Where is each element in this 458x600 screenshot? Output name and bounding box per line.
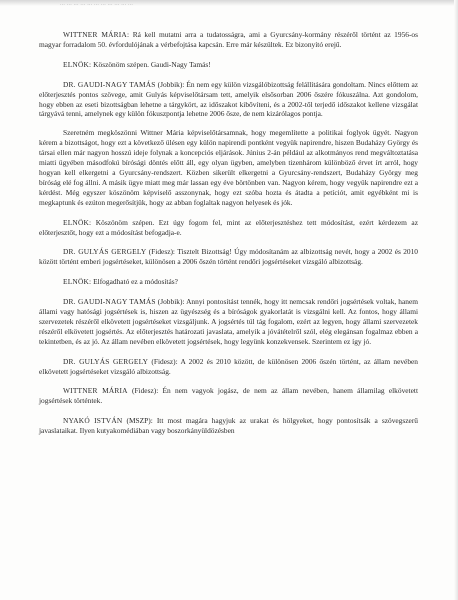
header-fragment: ... ... ... ... ... ... ... ... ... ... ... xyxy=(60,1,134,7)
paragraph xyxy=(39,416,418,436)
paragraph xyxy=(39,357,418,377)
paragraph-text: Köszönöm szépen. Gaudi-Nagy Tamás! xyxy=(93,59,211,69)
speaker-name: ELNÖK: xyxy=(63,277,92,287)
paragraph-text: Elfogadható ez a módosítás? xyxy=(93,277,178,287)
paragraph xyxy=(39,297,418,347)
paragraph-text: Köszönöm szépen. Ezt úgy fogom fel, mint az előterjesztéshez tett módosítást, ezért kérdezem az előterjesztőt, hogy ezt a módosítást befogadja-e. xyxy=(39,217,418,237)
paragraph xyxy=(39,277,418,287)
speaker-name: DR. GAUDI-NAGY TAMÁS xyxy=(63,79,156,89)
paragraph xyxy=(39,128,418,207)
speaker-name: WITTNER MÁRIA: xyxy=(63,30,130,39)
paragraph-text: Rá kell mutatni arra a tudatosságra, ami a Gyurcsány-kormány részéről történt az 1956-os magyar forradalom 50. évfordulójának a vérbefojtása kapcsán. Erre már készültek. Ez bizonyító erejű. xyxy=(39,30,418,49)
speaker-name: DR. GULYÁS GERGELY xyxy=(63,356,149,366)
speaker-name: NYAKÓ ISTVÁN xyxy=(63,416,123,426)
paragraph xyxy=(39,30,418,50)
speaker-name: ELNÖK: xyxy=(63,59,92,69)
paragraph-text: (Fidesz): Tisztelt Bizottság! Úgy módosítanám az albizottság nevét, hogy a 2002 és 2010 között történt emberi jogsértéseket, különösen a 2006 őszén történt rendőri jogsértéseket vizsgáló albizottság. xyxy=(39,247,418,267)
speaker-name: WITTNER MÁRIA xyxy=(63,386,128,396)
paragraph-text: (MSZP): Itt most magára hagyjuk az urakat és hölgyeket, hogy pontosítsák a szövegszerű javaslataikat. Ilyen kutyakomédiában vagy boszorkányüldözésben xyxy=(39,416,418,436)
paragraph-text: (Fidesz): A 2002 és 2010 között, de különösen 2006 őszén történt, az állam nevében elkövetett jogsértéseket vizsgáló albizottság. xyxy=(39,356,418,376)
paragraph-text: (Jobbik): Én nem egy külön vizsgálóbizottság felállítására gondoltam. Nincs előttem az előterjesztés pontos szövege, amit Gulyás képviselőtársam tett, amelyik elsősorban 2006 őszére fókuszálna. Azt gondolom, hogy ebben az eseti bizottságban lehetne a tárgykört, az időszakot kibővíteni, és a 2002-től terjedő időszakot kellene vizsgálat tárgyává tenni, amelynek egy külön fókuszpontja lehetne 2006 ősze, de nem kizárólagos pontja. xyxy=(39,79,419,119)
paragraph-text: (Jobbik): Annyi pontosítást tennék, hogy itt nemcsak rendőri jogsértések voltak, hanem állami vagy hatósági jogsértések is, hiszen az ügyészség és a bíróságok gyakorlatát is vizsgálni kell. Az fontos, hogy állami szervezetek részéről elkövetett jogsértéseket vizsgáljunk. A jogsértés túl tág fogalom, ezért az legyen, hogy állami szervezetek részéről elkövetett jogsértés. Az előterjesztés határozati javaslata, amelyik a jóvátételről szól, elég elegánsan fogalmaz ebben a tekintetben, és az jó. Az állam nevében elkövetett jogsértések, hogy legyünk konzekvensek. Szerintem ez így jó. xyxy=(39,297,418,346)
paragraph xyxy=(39,386,418,406)
paragraph xyxy=(39,247,418,267)
paragraph-text: (Fidesz): Én nem vagyok jogász, de nem az állam nevében, hanem államilag elkövetett jogsértések történtek. xyxy=(39,386,418,406)
paragraph xyxy=(39,218,418,238)
paragraph xyxy=(39,80,418,120)
speaker-name: DR. GULYÁS GERGELY xyxy=(63,247,147,257)
paragraph-text: Szeretném megköszönni Wittner Mária képviselőtársamnak, hogy megemlítette a politikai foglyok ügyét. Nagyon kérem a bizottságot, hogy ezt a következő ülésen egy külön napirendi pontként vegyük napirendre, hiszen Budaházy György és társai ellen már nagyon hosszú ideje folynak a koncepciós eljárások. Június 2-án például az alkotmányos rend megváltoztatása miatti ügyében másodfokú bírósági döntés előtt áll, egy olyan ügyben, amelyben tizenhárom különböző érvet írt arról, hogy hogyan kell elkergetni a Gyurcsány-rendszert. Közben sikerült elkergetni a Gyurcsány-rendszert, Budaházy György meg bíróság elé fog állni. A másik ügye miatt meg már lassan egy éve börtönben van. Nagyon kérem, hogy vegyük napirendre ezt a kérdést. Még egyszer köszönöm képviselő asszonynak, hogy ezt szóba hozta és átadta a petíciót, amit egyébként mi is megkaptunk és ezúton megerősítjük, hogy az abban foglaltak nagyon helyesek és jók. xyxy=(39,128,418,207)
scan-shadow-right xyxy=(454,0,458,600)
speaker-name: ELNÖK: xyxy=(63,217,92,227)
paragraph xyxy=(39,60,418,70)
speaker-name: DR. GAUDI-NAGY TAMÁS xyxy=(63,297,156,307)
